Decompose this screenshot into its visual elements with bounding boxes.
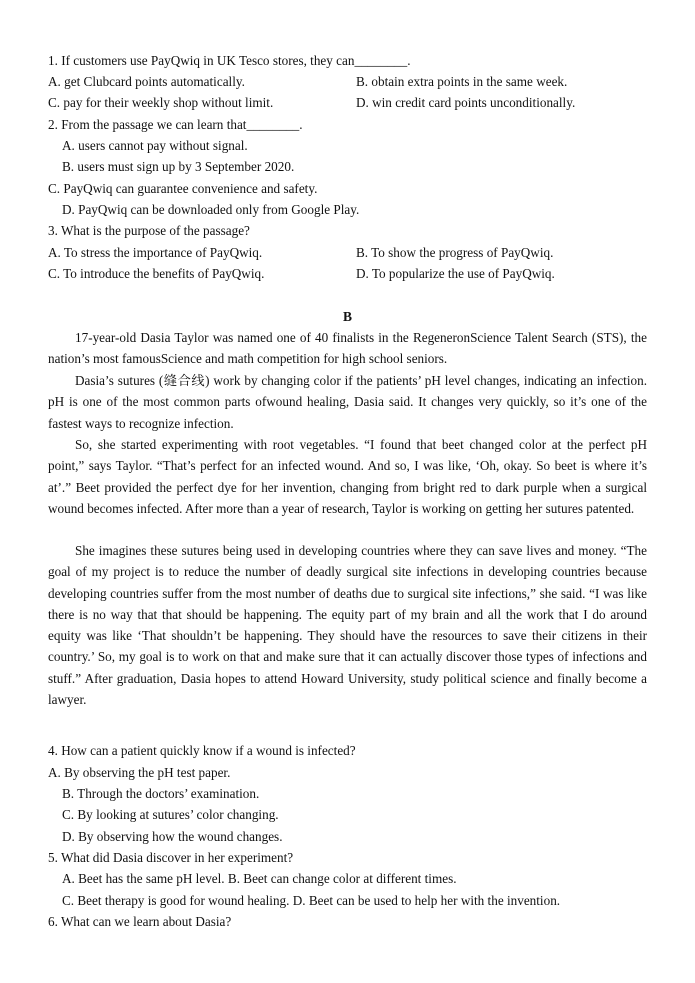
q1-option-d: D. win credit card points unconditionally.	[356, 95, 576, 110]
q4-option-b: B. Through the doctors’ examination.	[62, 786, 260, 801]
q5-stem: 5. What did Dasia discover in her experiment?	[48, 850, 294, 865]
q5-options-ab: A. Beet has the same pH level. B. Beet can change color at different times.	[62, 871, 457, 886]
q2-option-b: B. users must sign up by 3 September 2020.	[62, 159, 295, 174]
q4-stem: 4. How can a patient quickly know if a wound is infected?	[48, 743, 356, 758]
q3-stem: 3. What is the purpose of the passage?	[48, 223, 250, 238]
q3-option-a: A. To stress the importance of PayQwiq.	[48, 245, 263, 260]
q3-option-b: B. To show the progress of PayQwiq.	[356, 245, 554, 260]
passage-paragraph-1: 17-year-old Dasia Taylor was named one of 40 finalists in the RegeneronScience Talent Search (STS), the nation’s most famousScience and math competition for high school seniors.	[48, 330, 647, 367]
q2-option-a: A. users cannot pay without signal.	[62, 138, 248, 153]
q1-option-a: A. get Clubcard points automatically.	[48, 74, 245, 89]
q3-option-c: C. To introduce the benefits of PayQwiq.	[48, 266, 265, 281]
q4-option-a: A. By observing the pH test paper.	[48, 765, 231, 780]
q4-option-c: C. By looking at sutures’ color changing.	[62, 807, 279, 822]
q1-option-c: C. pay for their weekly shop without limit.	[48, 95, 274, 110]
q2-stem: 2. From the passage we can learn that________.	[48, 117, 303, 132]
q1-option-b: B. obtain extra points in the same week.	[356, 74, 568, 89]
q2-option-c: C. PayQwiq can guarantee convenience and safety.	[48, 181, 318, 196]
q4-option-d: D. By observing how the wound changes.	[62, 829, 283, 844]
passage-paragraph-2: Dasia’s sutures (缝合线) work by changing color if the patients’ pH level changes, indicating an infection. pH is one of the most common parts ofwound healing, Dasia said. It changes very quickly, so it’s one of the fastest ways to recognize infection.	[48, 373, 647, 431]
passage-paragraph-4: She imagines these sutures being used in developing countries where they can save lives and money. “The goal of my project is to reduce the number of deadly surgical site infections in developing countries because developing countries suffer from the most number of deaths due to surgical site infections,” she said. “I was like there is no way that that should be happening. The equity part of my brain and all the work that I do around equity was like ‘That shouldn’t be happening. They should have the resources to save their citizens in their country.’ So, my goal is to work on that and make sure that it can actually discover those types of infections and stuff.” After graduation, Dasia hopes to attend Howard University, study political science and finally become a lawyer.	[48, 543, 647, 708]
section-heading: B	[342, 309, 352, 324]
q3-option-d: D. To popularize the use of PayQwiq.	[356, 266, 555, 281]
q1-stem: 1. If customers use PayQwiq in UK Tesco stores, they can________.	[48, 53, 411, 68]
q2-option-d: D. PayQwiq can be downloaded only from Google Play.	[62, 202, 360, 217]
q6-stem: 6. What can we learn about Dasia?	[48, 914, 232, 929]
q5-options-cd: C. Beet therapy is good for wound healing. D. Beet can be used to help her with the invention.	[62, 893, 561, 908]
passage-paragraph-3: So, she started experimenting with root vegetables. “I found that beet changed color at the perfect pH point,” says Taylor. “That’s perfect for an infected wound. And so, I was like, ‘Oh, okay. So beet is where it’s at’.” Beet provided the perfect dye for her invention, changing from bright red to dark purple when a surgical wound becomes infected. After more than a year of research, Taylor is working on getting her sutures patented.	[48, 437, 647, 516]
